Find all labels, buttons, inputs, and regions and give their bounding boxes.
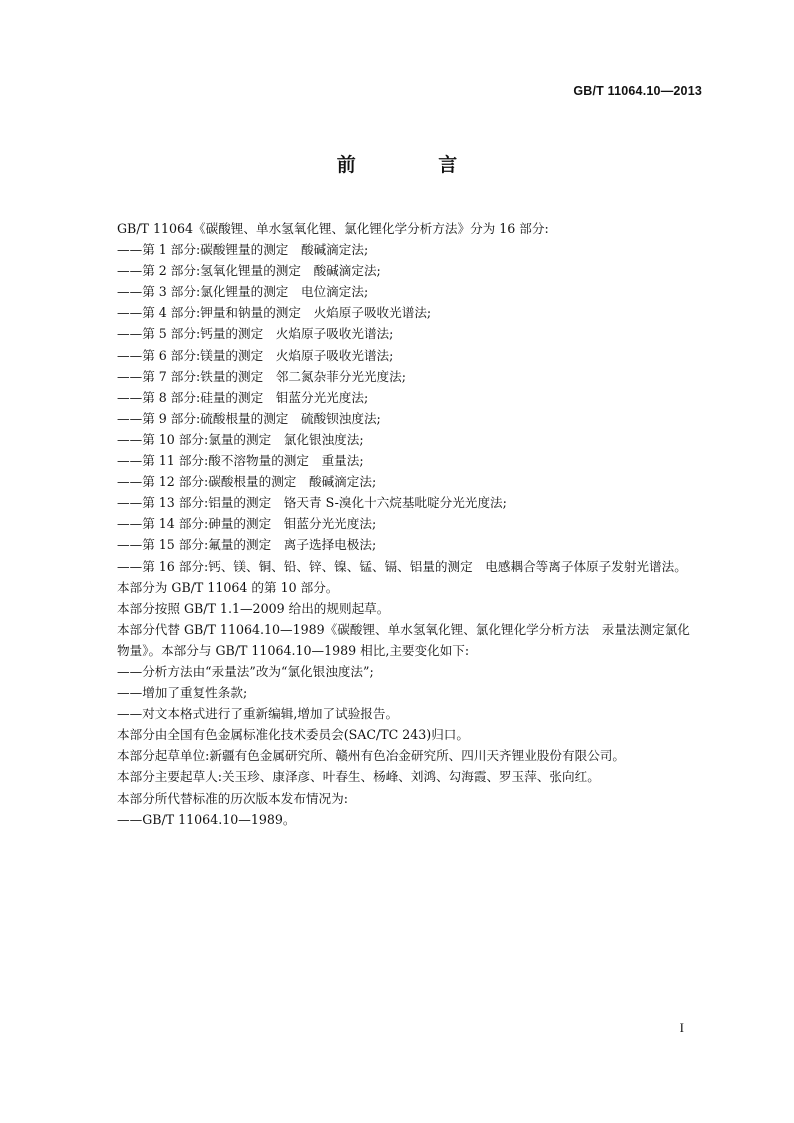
part-list-item: ——第 11 部分:酸不溶物量的测定 重量法;: [117, 453, 364, 469]
history-intro-paragraph: 本部分所代替标准的历次版本发布情况为:: [117, 790, 348, 806]
standard-code: GB/T 11064.10—2013: [573, 84, 702, 98]
change-list-item: ——分析方法由“汞量法”改为“氯化银浊度法”;: [117, 663, 374, 679]
intro-paragraph: GB/T 11064《碳酸锂、单水氢氧化锂、氯化锂化学分析方法》分为 16 部分:: [117, 221, 549, 236]
drafting-units-paragraph: 本部分起草单位:新疆有色金属研究所、赣州有色冶金研究所、四川天齐锂业股份有限公司。: [117, 748, 625, 764]
page-number: I: [679, 1020, 684, 1035]
drafting-rules-paragraph: 本部分按照 GB/T 1.1—2009 给出的规则起草。: [117, 600, 390, 616]
part-list-item: ——第 13 部分:铝量的测定 铬天青 S-溴化十六烷基吡啶分光光度法;: [117, 495, 507, 511]
part-list-item: ——第 4 部分:钾量和钠量的测定 火焰原子吸收光谱法;: [117, 305, 432, 321]
history-list-item: ——GB/T 11064.10—1989。: [117, 811, 296, 827]
drafters-paragraph: 本部分主要起草人:关玉珍、康泽彦、叶春生、杨峰、刘鸿、勾海霞、罗玉萍、张向红。: [117, 769, 600, 785]
part-list-item: ——第 6 部分:镁量的测定 火焰原子吸收光谱法;: [117, 347, 394, 363]
part-list-item: ——第 16 部分:钙、镁、铜、铅、锌、镍、锰、镉、铝量的测定 电感耦合等离子体原子发射光谱法。: [117, 558, 687, 574]
part-list-item: ——第 9 部分:硫酸根量的测定 硫酸钡浊度法;: [117, 410, 381, 426]
part-list-item: ——第 10 部分:氯量的测定 氯化银浊度法;: [117, 431, 364, 447]
part-list-item: ——第 15 部分:氟量的测定 离子选择电极法;: [117, 537, 377, 553]
part-list-item: ——第 2 部分:氢氧化锂量的测定 酸碱滴定法;: [117, 263, 381, 279]
replacement-paragraph: 本部分代替 GB/T 11064.10—1989《碳酸锂、单水氢氧化锂、氯化锂化学分析方法 汞量法测定氯化物量》。本部分与 GB/T 11064.10—1989 相比,主要变化如下:: [117, 621, 690, 658]
part-list-item: ——第 7 部分:铁量的测定 邻二氮杂菲分光光度法;: [117, 368, 406, 384]
page-title: 前 言: [336, 154, 496, 176]
part-list-item: ——第 14 部分:砷量的测定 钼蓝分光光度法;: [117, 516, 377, 532]
part-list-item: ——第 3 部分:氯化锂量的测定 电位滴定法;: [117, 284, 369, 300]
part-list-item: ——第 12 部分:碳酸根量的测定 酸碱滴定法;: [117, 474, 377, 490]
scope-paragraph: 本部分为 GB/T 11064 的第 10 部分。: [117, 579, 339, 595]
part-list-item: ——第 5 部分:钙量的测定 火焰原子吸收光谱法;: [117, 326, 394, 342]
foreword-body: [88, 218, 700, 830]
part-list-item: ——第 8 部分:硅量的测定 钼蓝分光光度法;: [117, 389, 369, 405]
change-list-item: ——对文本格式进行了重新编辑,增加了试验报告。: [117, 706, 399, 722]
part-list-item: ——第 1 部分:碳酸锂量的测定 酸碱滴定法;: [117, 242, 369, 258]
committee-paragraph: 本部分由全国有色金属标准化技术委员会(SAC/TC 243)归口。: [117, 727, 469, 743]
change-list-item: ——增加了重复性条款;: [117, 685, 248, 701]
